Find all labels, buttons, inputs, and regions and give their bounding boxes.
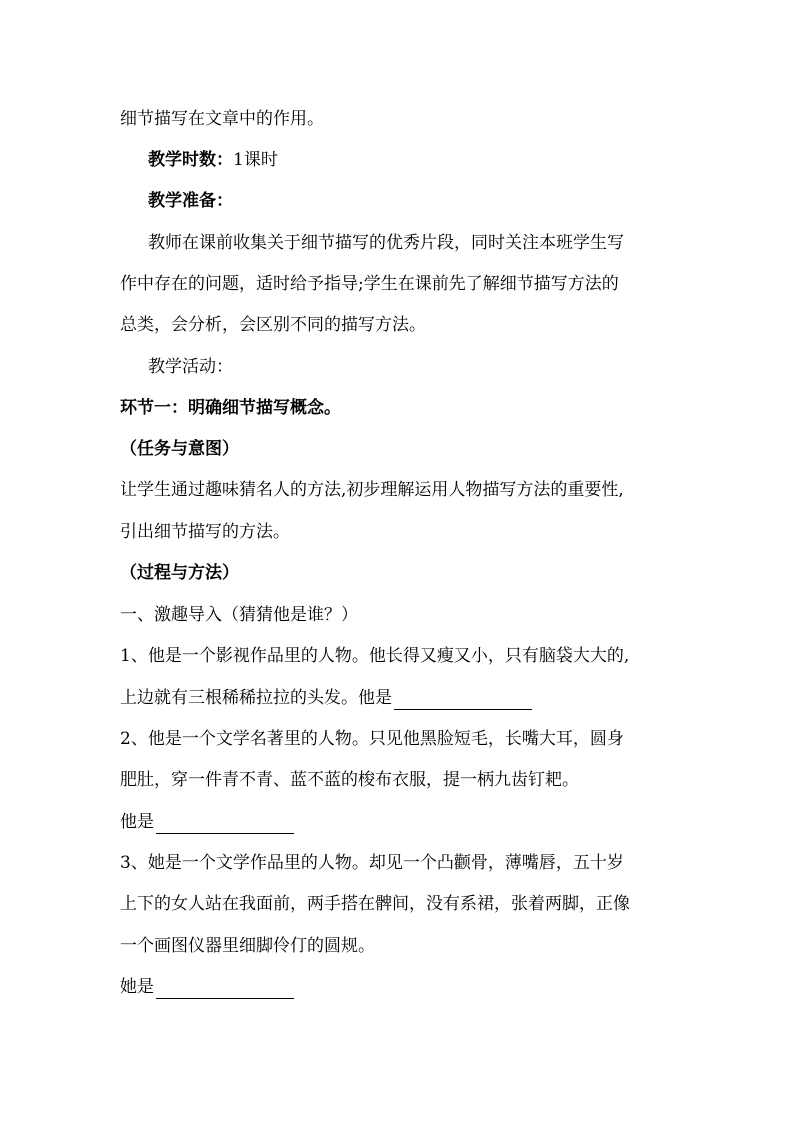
text-line: 3、她是一个文学作品里的人物。却见一个凸颧骨，薄嘴唇，五十岁: [120, 853, 624, 873]
text-line: 肥肚，穿一件青不青、蓝不蓝的梭布衣服，提一柄九齿钉耙。: [120, 770, 579, 790]
answer-prefix: 她是: [120, 977, 154, 997]
text-line: 作中存在的问题，适时给予指导;学生在课前先了解细节描写方法的: [120, 274, 619, 294]
answer-prefix: 他是: [120, 812, 154, 832]
text-line: 细节描写在文章中的作用。: [120, 109, 324, 129]
answer-blank[interactable]: [156, 815, 294, 834]
text-line: 让学生通过趣味猜名人的方法,初步理解运用人物描写方法的重要性,: [120, 480, 624, 500]
text-line: 上下的女人站在我面前，两手搭在髀间，没有系裙，张着两脚，正像: [120, 894, 630, 914]
text-line: 教师在课前收集关于细节描写的优秀片段，同时关注本班学生写: [148, 233, 624, 253]
text-line: 总类，会分析，会区别不同的描写方法。: [120, 315, 426, 335]
preparation-label: 教学准备：: [148, 191, 233, 211]
text-line: 一个画图仪器里细脚伶仃的圆规。: [120, 936, 375, 956]
section-title: 环节一：明确细节描写概念。: [120, 398, 341, 418]
text-line: 1、他是一个影视作品里的人物。他长得又瘦又小，只有脑袋大大的,: [120, 646, 630, 666]
question-3-answer-line: [120, 975, 680, 999]
text-line: 2、他是一个文学名著里的人物。只见他黑脸短毛，长嘴大耳，圆身: [120, 729, 624, 749]
intro-heading: 一、激趣导入（猜猜他是谁？）: [120, 605, 358, 625]
task-heading: （任务与意图）: [120, 439, 239, 459]
activities-label: 教学活动：: [148, 357, 233, 377]
class-hours-value: 1课时: [233, 150, 278, 170]
answer-blank[interactable]: [156, 980, 294, 999]
class-hours-line: [148, 148, 708, 172]
process-heading: （过程与方法）: [120, 563, 239, 583]
answer-prefix: 上边就有三根稀稀拉拉的头发。他是: [120, 688, 392, 708]
class-hours-label: 教学时数：: [148, 150, 233, 170]
answer-blank[interactable]: [394, 691, 532, 710]
text-line: 引出细节描写的方法。: [120, 522, 290, 542]
question-2-answer-line: [120, 810, 680, 834]
question-1-answer-line: [120, 686, 680, 710]
